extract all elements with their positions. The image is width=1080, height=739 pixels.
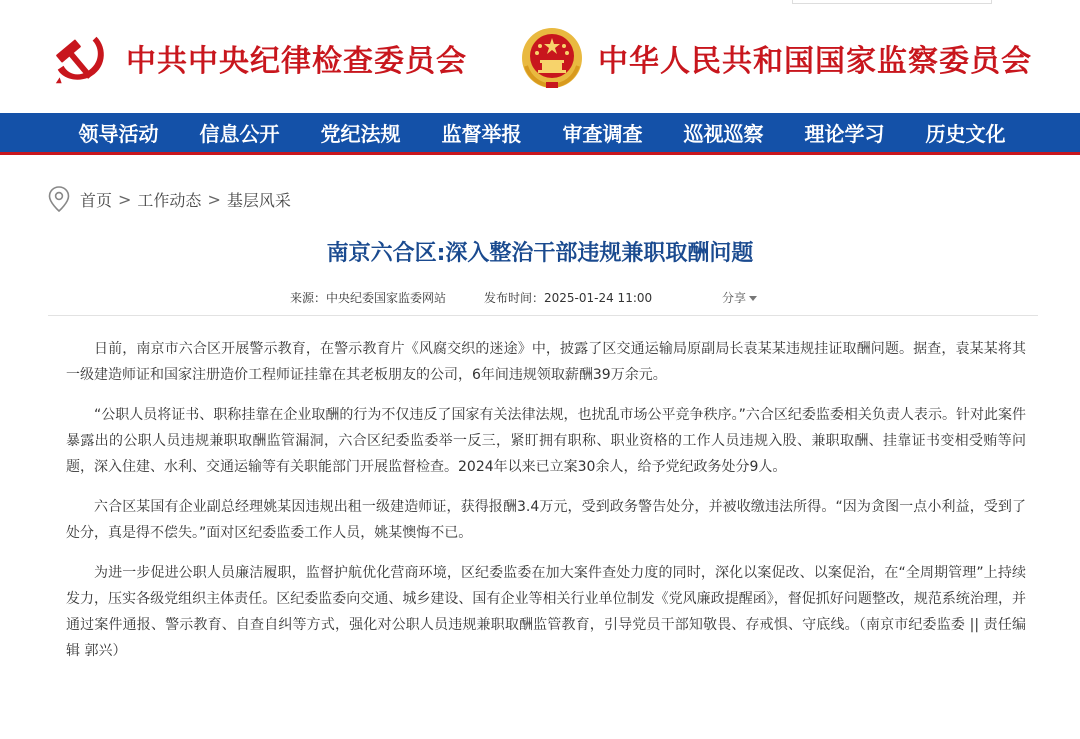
breadcrumb-work-updates[interactable]: 工作动态 — [137, 190, 202, 210]
breadcrumb — [48, 186, 291, 212]
party-emblem-icon — [50, 27, 112, 89]
breadcrumb-separator: > — [118, 189, 132, 209]
nav-item-disclosure[interactable]: 信息公开 — [199, 122, 280, 146]
article-meta — [0, 289, 1080, 309]
share-label: 分享 — [722, 291, 747, 305]
article-title: 南京六合区:深入整治干部违规兼职取酬问题 — [326, 241, 754, 266]
breadcrumb-grassroots[interactable]: 基层风采 — [226, 190, 291, 210]
article-paragraph: 日前，南京市六合区开展警示教育，在警示教育片《风腐交织的迷途》中，披露了区交通运输局原副局长袁某某违规挂证取酬问题。据查，袁某某将其一级建造师证和国家注册造价工程师证挂靠在其老板朋友的公司，6年间违规领取薪酬39万余元。 — [66, 341, 1026, 383]
article-source: 来源：中央纪委国家监委网站 — [290, 291, 447, 305]
article-publish-time: 发布时间：2025-01-24 11:00 — [484, 291, 653, 305]
location-pin-icon — [48, 186, 70, 212]
article-paragraph: “公职人员将证书、职称挂靠在企业取酬的行为不仅违反了国家有关法律法规，也扰乱市场公平竞争秩序。”六合区纪委监委相关负责人表示。针对此案件暴露出的公职人员违规兼职取酬监管漏洞，六合区纪委监委举一反三，紧盯拥有职称、职业资格的工作人员违规入股、兼职取酬、挂靠证书变相受贿等问题，深入住建、水利、交通运输等有关职能部门开展监督检查。2024年以来已立案30余人，给予党纪政务处分9人。 — [66, 407, 1026, 475]
nav-list — [58, 113, 1026, 152]
national-emblem-icon — [520, 26, 584, 90]
divider — [48, 315, 1038, 316]
breadcrumb-home[interactable]: 首页 — [80, 190, 113, 210]
site-header — [0, 0, 1080, 113]
main-nav — [0, 113, 1080, 155]
article-body — [66, 336, 1026, 678]
nav-item-inspection[interactable]: 巡视巡察 — [683, 122, 764, 146]
nav-item-history[interactable]: 历史文化 — [925, 122, 1006, 146]
article-paragraph: 为进一步促进公职人员廉洁履职，监督护航优化营商环境，区纪委监委在加大案件查处力度的同时，深化以案促改、以案促治，在“全周期管理”上持续发力，压实各级党组织主体责任。区纪委监委向交通、城乡建设、国有企业等相关行业单位制发《党风廉政提醒函》，督促抓好问题整改，规范系统治理，并通过案件通报、警示教育、自查自纠等方式，强化对公职人员违规兼职取酬监管教育，引导党员干部知敬畏、存戒惧、守底线。（南京市纪委监委 || 责任编辑 郭兴） — [66, 565, 1026, 659]
ccdi-name: 中共中央纪律检查委员会 — [126, 44, 467, 79]
nsc-name: 中华人民共和国国家监察委员会 — [598, 44, 1032, 79]
search-box[interactable] — [792, 0, 992, 4]
nav-item-leadership[interactable]: 领导活动 — [78, 122, 159, 146]
nav-item-reporting[interactable]: 监督举报 — [441, 122, 522, 146]
breadcrumb-separator: > — [207, 189, 221, 209]
nsc-logo-link[interactable] — [520, 24, 1032, 92]
nav-item-investigation[interactable]: 审查调查 — [562, 122, 643, 146]
nav-item-theory[interactable]: 理论学习 — [804, 122, 885, 146]
nav-item-regulations[interactable]: 党纪法规 — [320, 122, 401, 146]
ccdi-logo-link[interactable] — [50, 26, 467, 90]
chevron-down-icon — [749, 296, 757, 301]
article-paragraph: 六合区某国有企业副总经理姚某因违规出租一级建造师证，获得报酬3.4万元，受到政务警告处分，并被收缴违法所得。“因为贪图一点小利益，受到了处分，真是得不偿失。”面对区纪委监委工作人员，姚某懊悔不已。 — [66, 499, 1026, 541]
share-dropdown[interactable] — [722, 289, 757, 306]
